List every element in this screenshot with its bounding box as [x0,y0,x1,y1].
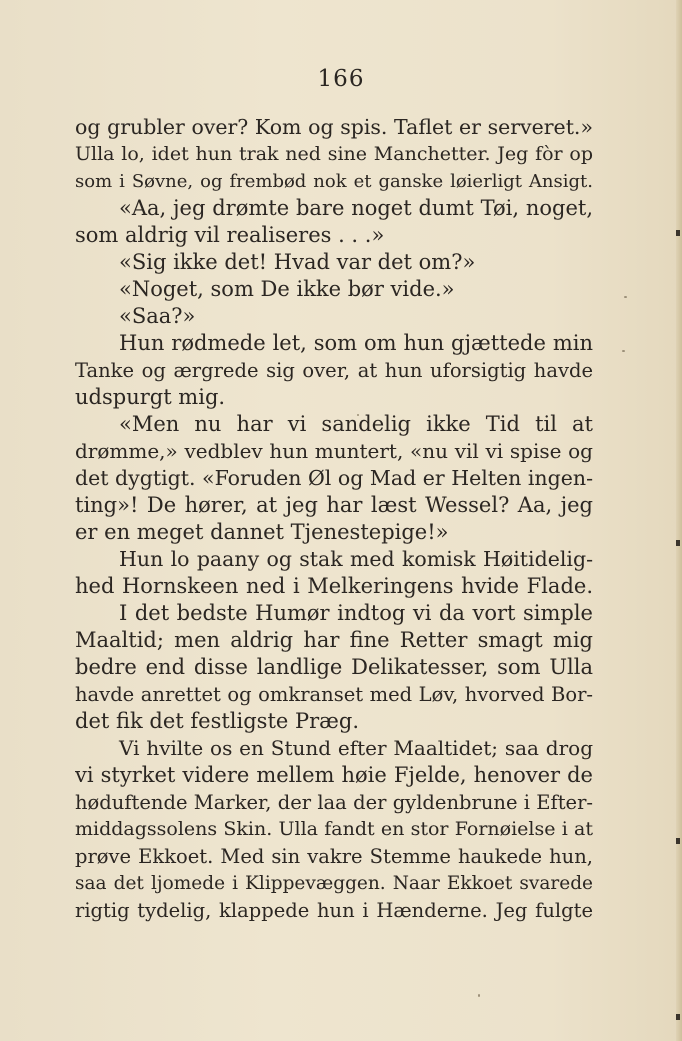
text-line: vi styrket videre mellem høie Fjelde, henover de [75,763,593,787]
edge-mark [676,540,680,546]
text-line: saa det ljomede i Klippevæggen. Naar Ekkoet svarede [75,873,593,894]
text-line: Tanke og ærgrede sig over, at hun uforsigtig havde [75,359,593,382]
paper-speck [622,350,625,352]
text-line: Hun rødmede let, som om hun gjættede min [119,331,593,355]
page-number: 166 [317,66,365,92]
text-line: «Noget, som De ikke bør vide.» [119,277,455,301]
text-line: høduftende Marker, der laa der gyldenbrune i Efter- [75,791,593,814]
text-line: havde anrettet og omkranset med Løv, hvorved Bor- [75,683,593,706]
text-line: og grubler over? Kom og spis. Taflet er serveret.» [75,115,593,139]
text-line: ting»! De hører, at jeg har læst Wessel? Aa, jeg [75,493,593,517]
text-line: «Saa?» [119,304,196,328]
text-line: Maaltid; men aldrig har fine Retter smagt mig [75,628,593,652]
paper-speck [624,296,627,298]
text-line: «Sig ikke det! Hvad var det om?» [119,250,476,274]
edge-mark [676,1014,680,1020]
text-line: som i Søvne, og frembød nok et ganske løierligt Ansigt. [75,171,593,192]
text-line: drømme,» vedblev hun muntert, «nu vil vi spise og [75,439,593,463]
body-text [75,114,593,924]
text-line: prøve Ekkoet. Med sin vakre Stemme haukede hun, [75,845,593,868]
page-edge [676,0,682,1041]
text-line: er en meget dannet Tjenestepige!» [75,520,449,544]
text-line: bedre end disse landlige Delikatesser, som Ulla [75,655,593,679]
text-line: Ulla lo, idet hun trak ned sine Manchetter. Jeg fòr op [75,143,593,165]
text-line: hed Hornskeen ned i Melkeringens hvide Flade. [75,574,593,598]
text-line: «Aa, jeg drømte bare noget dumt Tøi, noget, [119,196,593,220]
paper-speck [478,994,480,997]
text-line: rigtig tydelig, klappede hun i Hænderne. Jeg fulgte [75,899,593,922]
text-line: Vi hvilte os en Stund efter Maaltidet; saa drog [119,736,593,760]
text-line: I det bedste Humør indtog vi da vort simple [119,601,593,625]
text-line: som aldrig vil realiseres . . .» [75,223,385,247]
text-line: det fik det festligste Præg. [75,709,360,733]
text-line: Hun lo paany og stak med komisk Høitidelig- [119,547,593,571]
text-line: middagssolens Skin. Ulla fandt en stor Fornøielse i at [75,818,593,840]
text-line: udspurgt mig. [75,385,226,409]
text-line: «Men nu har vi sandelig ikke Tid til at [119,412,593,436]
text-line: det dygtigt. «Foruden Øl og Mad er Helten ingen- [75,466,593,490]
edge-mark [676,230,680,236]
edge-mark [676,838,680,844]
